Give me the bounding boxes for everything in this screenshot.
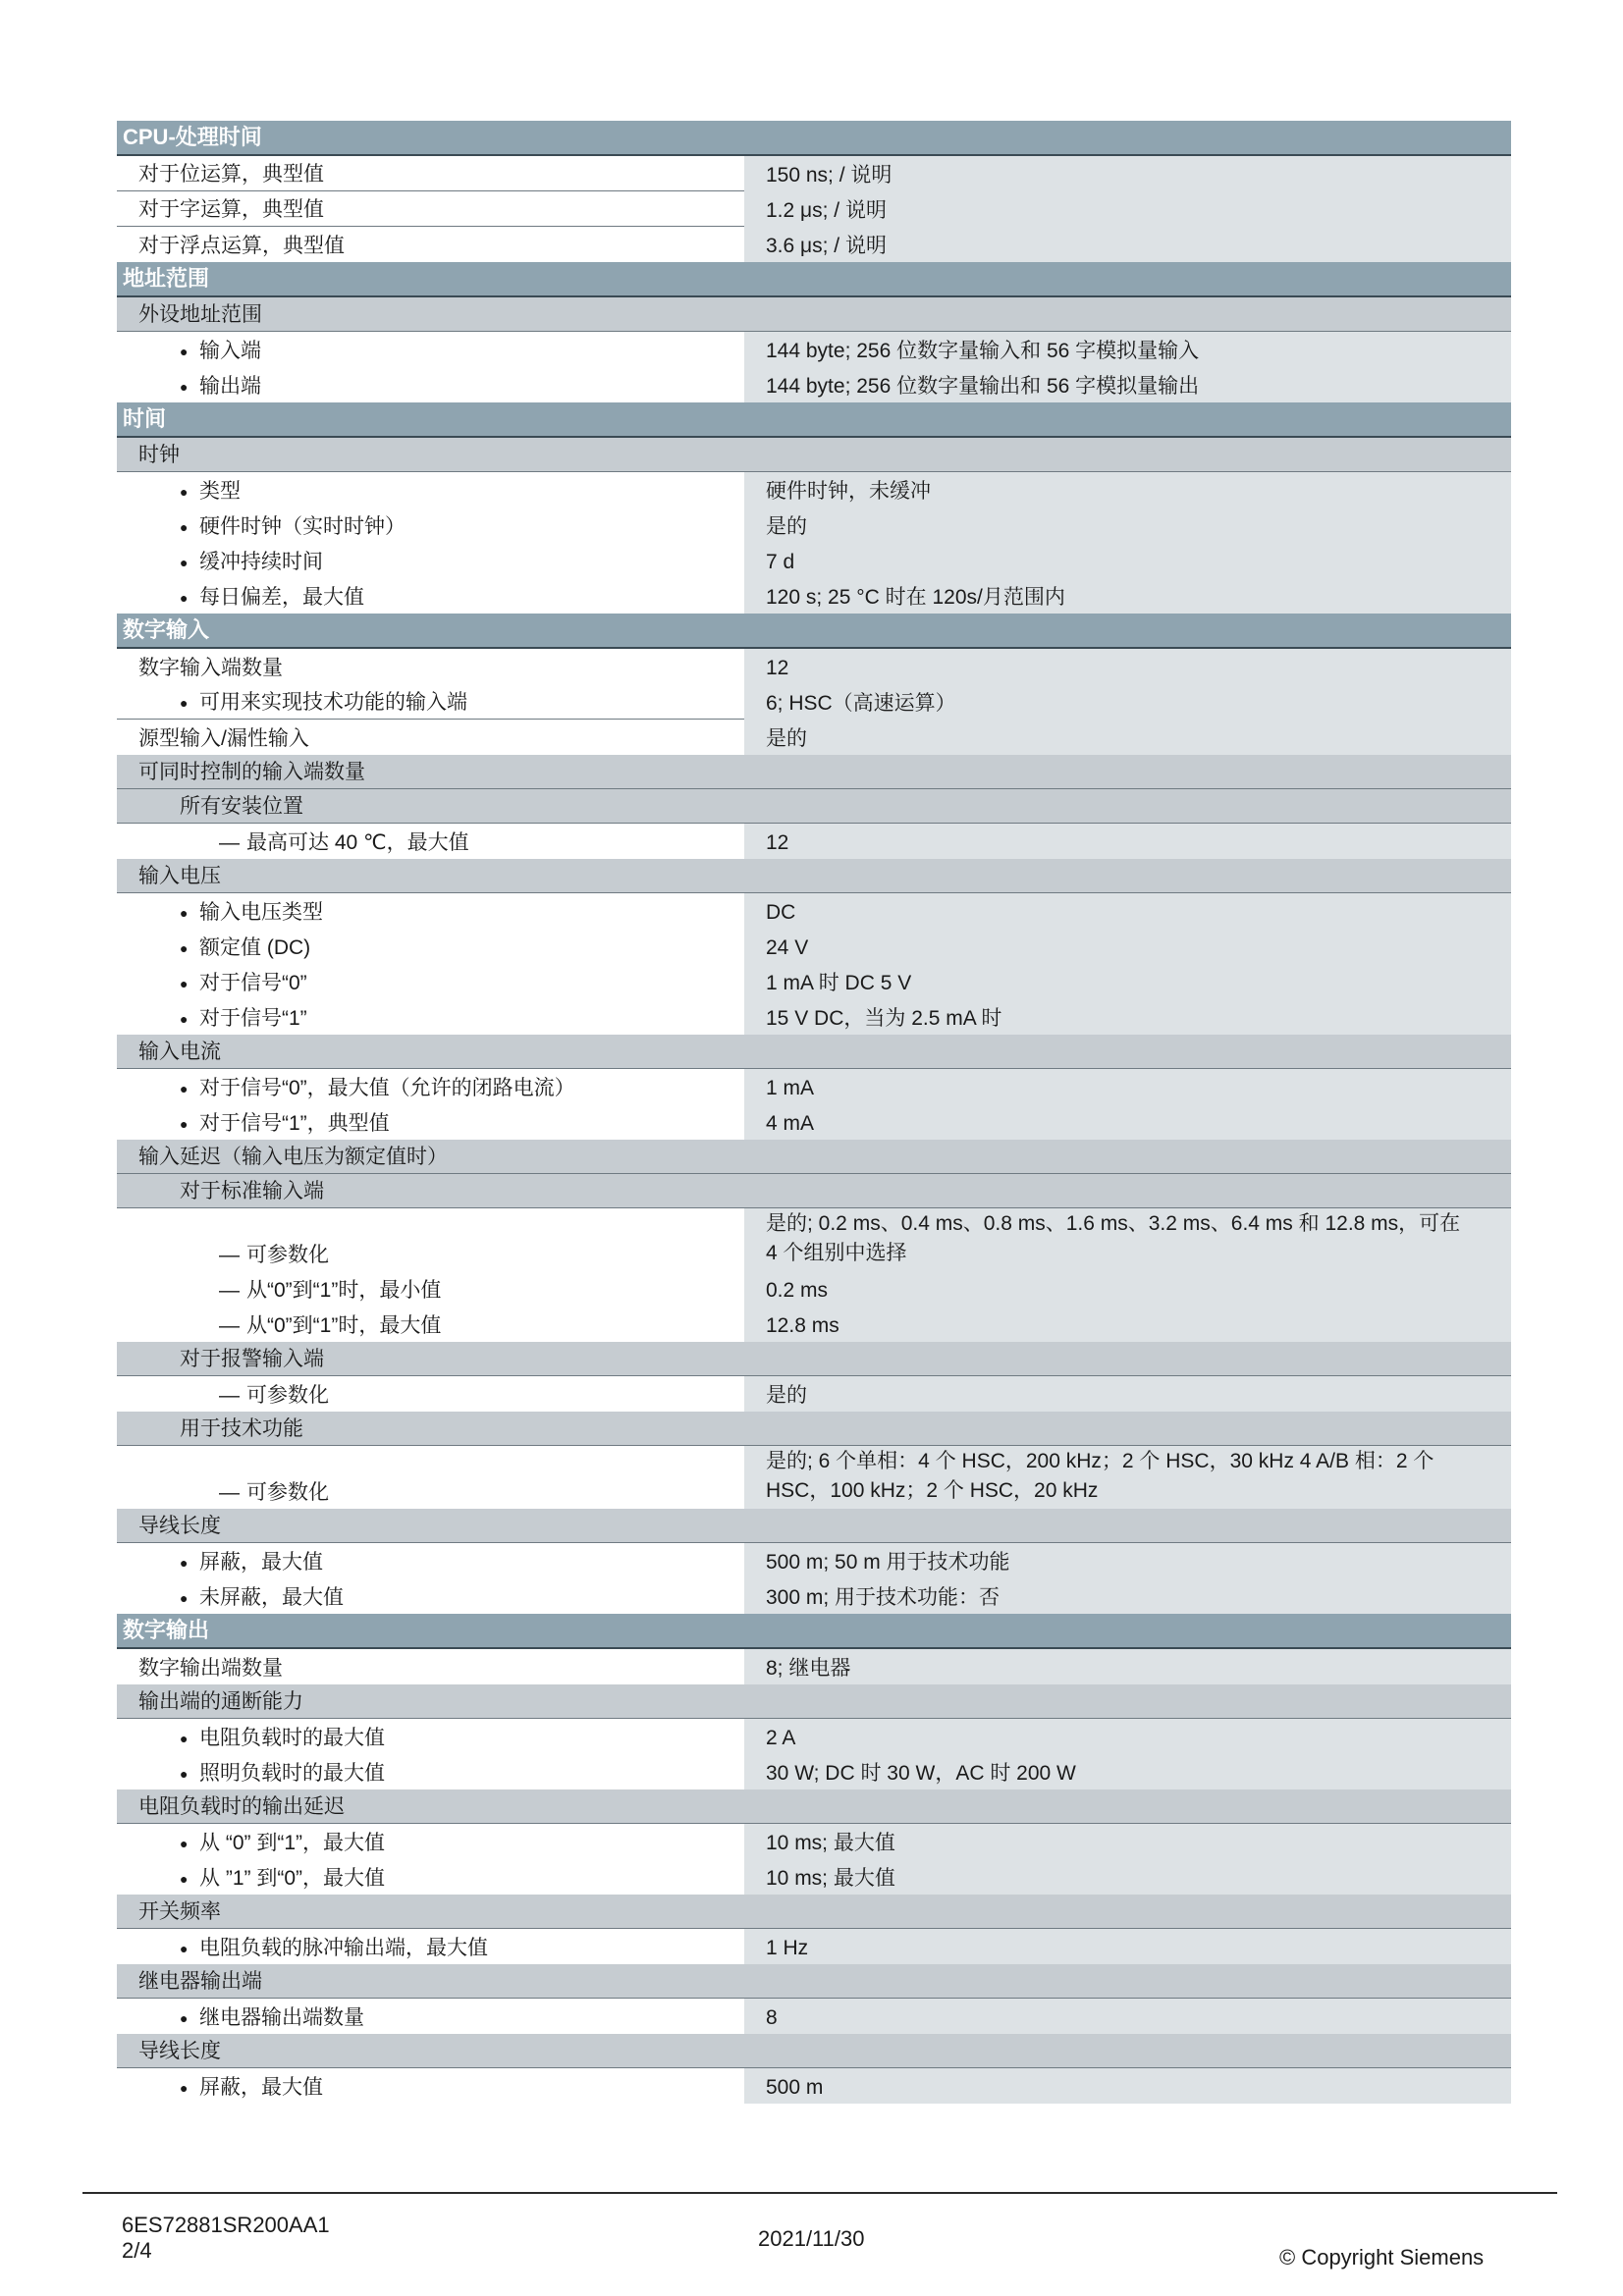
bullet-icon: ● — [180, 1731, 189, 1746]
spec-row — [117, 1271, 1511, 1307]
spec-label — [117, 1446, 744, 1509]
spec-label-text: 对于位运算，典型值 — [138, 163, 324, 186]
spec-row — [117, 191, 1511, 227]
spec-label — [117, 1929, 744, 1964]
spec-value — [744, 824, 1511, 859]
spec-label — [117, 1104, 744, 1140]
section-title: 时间 — [123, 406, 167, 431]
spec-label-text: 最高可达 40 ℃，最大值 — [246, 831, 469, 854]
spec-value-text: 144 byte; 256 位数字量输出和 56 字模拟量输出 — [766, 375, 1200, 398]
spec-row — [117, 507, 1511, 543]
subsection-title: 对于标准输入端 — [180, 1180, 324, 1202]
spec-label-text: 未屏蔽，最大值 — [199, 1586, 344, 1609]
bullet-icon: ● — [180, 344, 189, 359]
spec-row — [117, 1859, 1511, 1895]
spec-value — [744, 1578, 1511, 1614]
spec-value — [744, 191, 1511, 227]
spec-label — [117, 1376, 744, 1412]
spec-value — [744, 1208, 1511, 1271]
subsection-title: 开关频率 — [138, 1900, 221, 1923]
spec-value — [744, 684, 1511, 720]
footer-date: 2021/11/30 — [758, 2226, 865, 2251]
spec-value — [744, 227, 1511, 262]
subsection-title: 输入电流 — [138, 1041, 221, 1063]
spec-label-text: 可参数化 — [246, 1244, 329, 1266]
spec-label — [117, 1754, 744, 1789]
section-header — [117, 262, 1511, 297]
spec-label-text: 缓冲持续时间 — [199, 551, 323, 573]
footer-page-number: 2/4 — [122, 2238, 152, 2263]
subsection-title: 所有安装位置 — [180, 795, 303, 818]
spec-label — [117, 1307, 744, 1342]
spec-row — [117, 1069, 1511, 1104]
subsection-title: 可同时控制的输入端数量 — [138, 761, 365, 783]
spec-row — [117, 578, 1511, 614]
spec-row — [117, 684, 1511, 720]
spec-label-text: 类型 — [199, 480, 241, 503]
dash-prefix: — — [219, 1481, 240, 1504]
subsection-header — [117, 1509, 1511, 1543]
subsection-header — [117, 789, 1511, 824]
spec-label-text: 输入电压类型 — [199, 901, 323, 924]
spec-row — [117, 720, 1511, 755]
spec-value-text: 是的; 0.2 ms、0.4 ms、0.8 ms、1.6 ms、3.2 ms、6.4 ms 和 12.8 ms，可在 4 个组别中选择 — [766, 1212, 1461, 1264]
spec-label — [117, 1649, 744, 1684]
spec-value — [744, 543, 1511, 578]
bullet-icon: ● — [180, 1766, 189, 1782]
spec-value — [744, 999, 1511, 1035]
spec-value-text: 1 mA — [766, 1077, 815, 1099]
spec-value — [744, 1824, 1511, 1859]
section-header — [117, 614, 1511, 649]
spec-label-text: 屏蔽，最大值 — [199, 1551, 323, 1574]
spec-value-text: 12 — [766, 657, 789, 679]
spec-value — [744, 472, 1511, 507]
spec-value-text: 8 — [766, 2006, 778, 2029]
spec-label — [117, 156, 744, 191]
spec-row — [117, 649, 1511, 684]
spec-label-text: 可参数化 — [246, 1384, 329, 1407]
spec-row — [117, 1543, 1511, 1578]
spec-label-text: 从 “0” 到“1”，最大值 — [199, 1832, 385, 1854]
section-title: 数字输入 — [123, 617, 210, 642]
spec-label-text: 数字输出端数量 — [138, 1657, 283, 1680]
spec-value-text: 15 V DC，当为 2.5 mA 时 — [766, 1007, 1002, 1030]
spec-label-text: 对于信号“1” — [199, 1007, 307, 1030]
spec-label — [117, 1208, 744, 1271]
spec-label-text: 源型输入/漏性输入 — [138, 727, 309, 750]
spec-label — [117, 649, 744, 684]
spec-label — [117, 1719, 744, 1754]
spec-label — [117, 964, 744, 999]
subsection-header — [117, 438, 1511, 472]
section-title: CPU-处理时间 — [123, 125, 262, 149]
spec-row — [117, 893, 1511, 929]
spec-value-text: 硬件时钟，未缓冲 — [766, 480, 931, 503]
subsection-header — [117, 1412, 1511, 1446]
section-title: 数字输出 — [123, 1618, 210, 1642]
bullet-icon: ● — [180, 1941, 189, 1956]
subsection-title: 输入电压 — [138, 865, 221, 887]
subsection-header — [117, 1035, 1511, 1069]
spec-label — [117, 1578, 744, 1614]
spec-value-text: 是的 — [766, 515, 807, 538]
spec-value — [744, 929, 1511, 964]
subsection-header — [117, 859, 1511, 893]
spec-value — [744, 1307, 1511, 1342]
spec-value — [744, 578, 1511, 614]
spec-value-text: 3.6 μs; / 说明 — [766, 235, 887, 257]
spec-value — [744, 1999, 1511, 2034]
spec-value — [744, 893, 1511, 929]
bullet-icon: ● — [180, 519, 189, 535]
spec-label — [117, 929, 744, 964]
spec-value — [744, 1859, 1511, 1895]
spec-value — [744, 367, 1511, 402]
spec-row — [117, 156, 1511, 191]
spec-row — [117, 1999, 1511, 2034]
spec-value — [744, 2068, 1511, 2104]
spec-value-text: 12 — [766, 831, 789, 854]
spec-row — [117, 1719, 1511, 1754]
spec-value-text: 1.2 μs; / 说明 — [766, 199, 887, 222]
subsection-title: 继电器输出端 — [138, 1970, 262, 1993]
bullet-icon: ● — [180, 1011, 189, 1027]
subsection-header — [117, 1789, 1511, 1824]
spec-row — [117, 332, 1511, 367]
spec-value — [744, 156, 1511, 191]
dash-prefix: — — [219, 831, 240, 854]
spec-label — [117, 824, 744, 859]
spec-value — [744, 1719, 1511, 1754]
bullet-icon: ● — [180, 1871, 189, 1887]
footer-divider — [82, 2192, 1557, 2194]
footer-order-number: 6ES72881SR200AA1 — [122, 2213, 330, 2237]
spec-row — [117, 1446, 1511, 1509]
spec-row — [117, 824, 1511, 859]
subsection-title: 导线长度 — [138, 1515, 221, 1537]
bullet-icon: ● — [180, 379, 189, 395]
subsection-header — [117, 1174, 1511, 1208]
spec-label-text: 输入端 — [199, 340, 261, 362]
spec-row — [117, 227, 1511, 262]
spec-value — [744, 964, 1511, 999]
spec-value-text: 1 Hz — [766, 1937, 809, 1959]
bullet-icon: ● — [180, 1555, 189, 1571]
spec-label — [117, 720, 744, 755]
spec-value-text: 6; HSC（高速运算） — [766, 692, 956, 715]
spec-label — [117, 227, 744, 262]
spec-label — [117, 2068, 744, 2104]
spec-value-text: 500 m; 50 m 用于技术功能 — [766, 1551, 1010, 1574]
spec-row — [117, 543, 1511, 578]
spec-label-text: 对于字运算，典型值 — [138, 198, 324, 221]
spec-label-text: 对于信号“1”，典型值 — [199, 1112, 390, 1135]
spec-label — [117, 684, 744, 720]
spec-row — [117, 1824, 1511, 1859]
spec-value — [744, 1754, 1511, 1789]
spec-label — [117, 507, 744, 543]
subsection-header — [117, 1684, 1511, 1719]
spec-row — [117, 1929, 1511, 1964]
spec-value-text: 500 m — [766, 2076, 824, 2099]
section-header — [117, 121, 1511, 156]
spec-value — [744, 720, 1511, 755]
subsection-header — [117, 755, 1511, 789]
spec-row — [117, 929, 1511, 964]
spec-value-text: DC — [766, 901, 796, 924]
spec-label — [117, 472, 744, 507]
spec-value-text: 是的; 6 个单相：4 个 HSC，200 kHz；2 个 HSC，30 kHz 4 A/B 相：2 个 HSC，100 kHz；2 个 HSC，20 kHz — [766, 1450, 1434, 1502]
spec-label — [117, 367, 744, 402]
spec-value-text: 300 m; 用于技术功能：否 — [766, 1586, 1001, 1609]
spec-row — [117, 1754, 1511, 1789]
spec-value-text: 144 byte; 256 位数字量输入和 56 字模拟量输入 — [766, 340, 1200, 362]
spec-row — [117, 999, 1511, 1035]
subsection-header — [117, 2034, 1511, 2068]
spec-label-text: 额定值 (DC) — [199, 936, 311, 959]
spec-row — [117, 1649, 1511, 1684]
dash-prefix: — — [219, 1244, 240, 1266]
subsection-title: 输入延迟（输入电压为额定值时） — [138, 1146, 448, 1168]
subsection-header — [117, 1342, 1511, 1376]
spec-label-text: 可用来实现技术功能的输入端 — [199, 691, 467, 714]
spec-row — [117, 2068, 1511, 2104]
spec-value-text: 7 d — [766, 551, 795, 573]
spec-row — [117, 1376, 1511, 1412]
spec-label-text: 对于信号“0” — [199, 972, 307, 994]
bullet-icon: ● — [180, 1590, 189, 1606]
bullet-icon: ● — [180, 1836, 189, 1851]
spec-value-text: 是的 — [766, 1384, 807, 1407]
spec-label-text: 对于浮点运算，典型值 — [138, 235, 345, 257]
bullet-icon: ● — [180, 695, 189, 711]
spec-value — [744, 507, 1511, 543]
dash-prefix: — — [219, 1279, 240, 1302]
section-header — [117, 1614, 1511, 1649]
spec-label — [117, 1271, 744, 1307]
bullet-icon: ● — [180, 976, 189, 991]
spec-value — [744, 1104, 1511, 1140]
subsection-header — [117, 1895, 1511, 1929]
dash-prefix: — — [219, 1384, 240, 1407]
spec-row — [117, 964, 1511, 999]
spec-value-text: 30 W; DC 时 30 W，AC 时 200 W — [766, 1762, 1076, 1785]
spec-label-text: 从“0”到“1”时，最小值 — [246, 1279, 442, 1302]
spec-value-text: 4 mA — [766, 1112, 815, 1135]
spec-value-text: 是的 — [766, 727, 807, 750]
spec-label-text: 继电器输出端数量 — [199, 2006, 364, 2029]
spec-label — [117, 332, 744, 367]
spec-value — [744, 649, 1511, 684]
bullet-icon: ● — [180, 940, 189, 956]
spec-row — [117, 472, 1511, 507]
spec-label — [117, 543, 744, 578]
subsection-header — [117, 1140, 1511, 1174]
spec-label — [117, 191, 744, 227]
bullet-icon: ● — [180, 2080, 189, 2096]
spec-label-text: 电阻负载的脉冲输出端，最大值 — [199, 1937, 488, 1959]
bullet-icon: ● — [180, 1081, 189, 1096]
spec-value-text: 120 s; 25 °C 时在 120s/月范围内 — [766, 586, 1065, 609]
bullet-icon: ● — [180, 905, 189, 921]
spec-row — [117, 1104, 1511, 1140]
spec-value-text: 24 V — [766, 936, 809, 959]
footer-copyright: © Copyright Siemens — [1279, 2245, 1485, 2269]
spec-label — [117, 893, 744, 929]
spec-label — [117, 1824, 744, 1859]
spec-value — [744, 1376, 1511, 1412]
subsection-title: 对于报警输入端 — [180, 1348, 324, 1370]
spec-label-text: 从“0”到“1”时，最大值 — [246, 1314, 442, 1337]
spec-row — [117, 1578, 1511, 1614]
spec-value-text: 0.2 ms — [766, 1279, 829, 1302]
bullet-icon: ● — [180, 484, 189, 500]
subsection-title: 用于技术功能 — [180, 1417, 303, 1440]
subsection-header — [117, 1964, 1511, 1999]
spec-label-text: 数字输入端数量 — [138, 657, 283, 679]
spec-value — [744, 1069, 1511, 1104]
spec-row — [117, 1307, 1511, 1342]
spec-label — [117, 1069, 744, 1104]
subsection-title: 输出端的通断能力 — [138, 1690, 303, 1713]
spec-value-text: 2 A — [766, 1727, 796, 1749]
spec-label-text: 屏蔽，最大值 — [199, 2076, 323, 2099]
bullet-icon: ● — [180, 555, 189, 570]
spec-table — [117, 121, 1511, 2104]
subsection-title: 外设地址范围 — [138, 303, 262, 326]
spec-label-text: 可参数化 — [246, 1481, 329, 1504]
spec-label-text: 每日偏差，最大值 — [199, 586, 364, 609]
bullet-icon: ● — [180, 590, 189, 606]
spec-value — [744, 1649, 1511, 1684]
subsection-title: 电阻负载时的输出延迟 — [138, 1795, 345, 1818]
bullet-icon: ● — [180, 1116, 189, 1132]
spec-label-text: 照明负载时的最大值 — [199, 1762, 385, 1785]
subsection-title: 导线长度 — [138, 2040, 221, 2062]
spec-value-text: 10 ms; 最大值 — [766, 1867, 895, 1890]
spec-value — [744, 1543, 1511, 1578]
spec-value — [744, 1446, 1511, 1509]
spec-label-text: 电阻负载时的最大值 — [199, 1727, 385, 1749]
spec-value — [744, 1271, 1511, 1307]
spec-value-text: 12.8 ms — [766, 1314, 839, 1337]
spec-row — [117, 367, 1511, 402]
dash-prefix: — — [219, 1314, 240, 1337]
spec-value-text: 8; 继电器 — [766, 1657, 851, 1680]
subsection-title: 时钟 — [138, 444, 180, 466]
spec-value — [744, 1929, 1511, 1964]
spec-label — [117, 1543, 744, 1578]
spec-label — [117, 578, 744, 614]
spec-label — [117, 1999, 744, 2034]
bullet-icon: ● — [180, 2010, 189, 2026]
spec-label-text: 对于信号“0”，最大值（允许的闭路电流） — [199, 1077, 575, 1099]
section-title: 地址范围 — [123, 266, 210, 291]
spec-label — [117, 1859, 744, 1895]
spec-label-text: 硬件时钟（实时时钟） — [199, 515, 406, 538]
spec-label — [117, 999, 744, 1035]
spec-label-text: 从 ”1” 到“0”，最大值 — [199, 1867, 385, 1890]
spec-value-text: 10 ms; 最大值 — [766, 1832, 895, 1854]
spec-value — [744, 332, 1511, 367]
section-header — [117, 402, 1511, 438]
spec-value-text: 150 ns; / 说明 — [766, 164, 893, 187]
subsection-header — [117, 297, 1511, 332]
spec-row — [117, 1208, 1511, 1271]
spec-label-text: 输出端 — [199, 375, 261, 398]
spec-value-text: 1 mA 时 DC 5 V — [766, 972, 912, 994]
